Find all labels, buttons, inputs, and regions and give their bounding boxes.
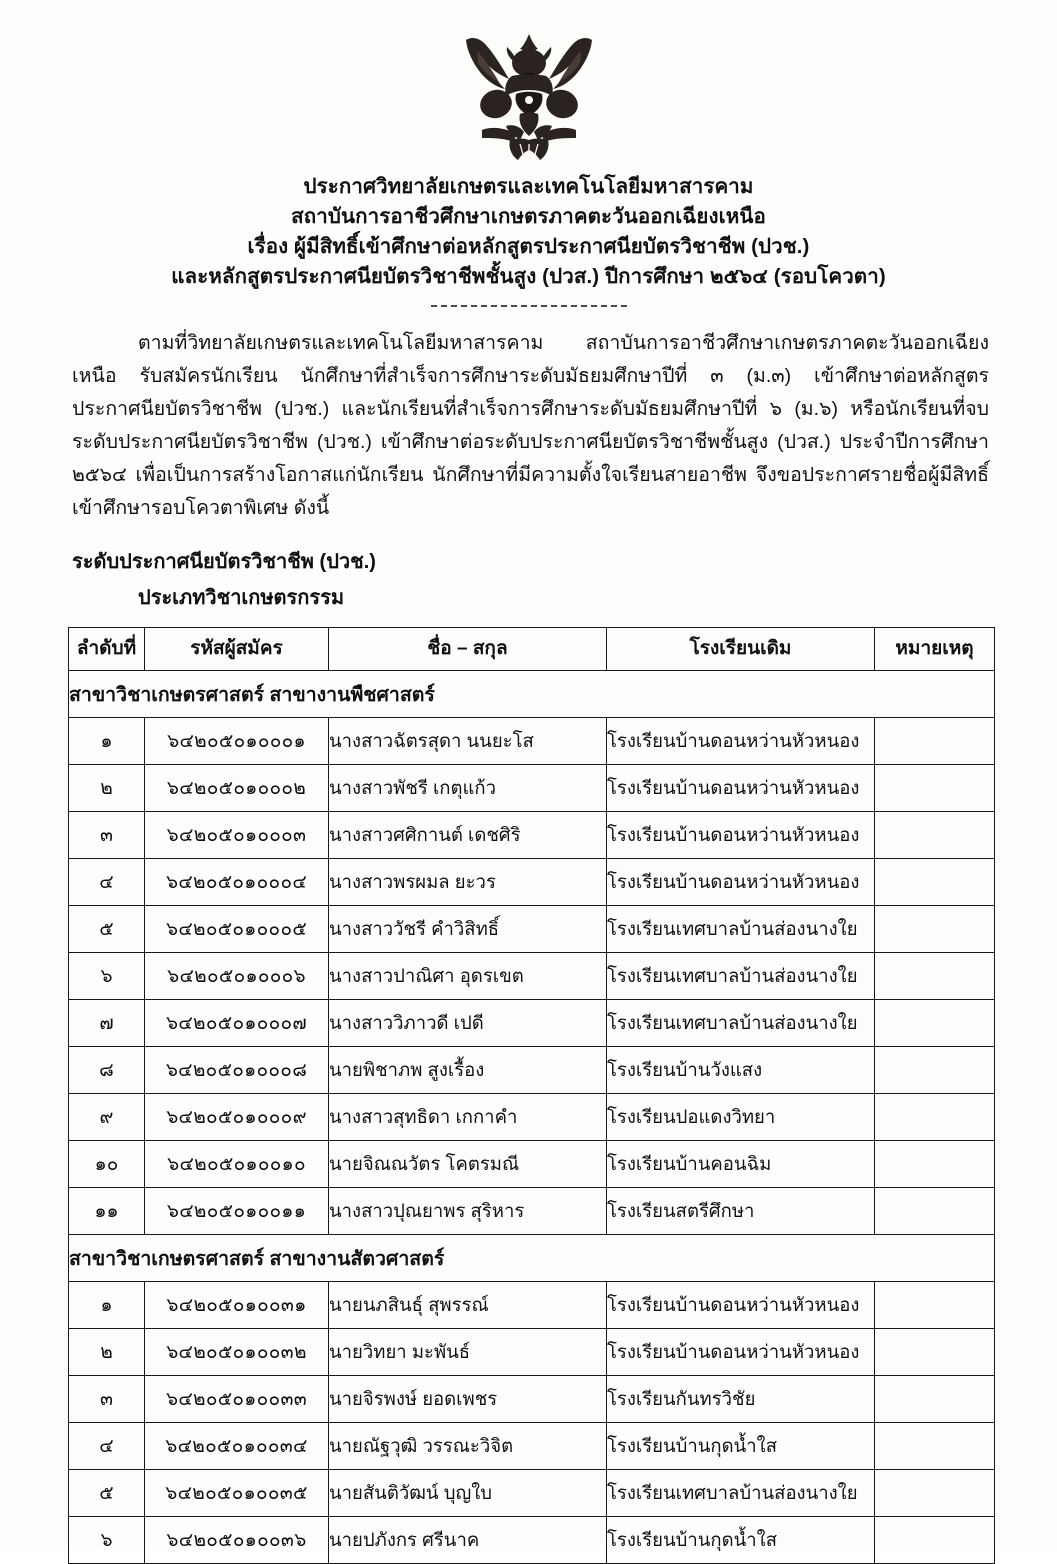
emblem-container <box>0 0 1057 166</box>
cell-order-number: ๑๑ <box>69 1188 145 1235</box>
cell-order-number: ๒ <box>69 1329 145 1376</box>
table-group-row <box>69 1235 995 1282</box>
table-header <box>69 628 995 671</box>
table-row <box>69 859 995 906</box>
cell-previous-school: โรงเรียนบ้านดอนหว่านหัวหนอง <box>607 859 875 906</box>
cell-order-number: ๖ <box>69 1517 145 1564</box>
table-row <box>69 1141 995 1188</box>
cell-remark <box>875 906 995 953</box>
cell-applicant-code: ๖๔๒๐๕๐๑๐๐๓๑ <box>145 1282 329 1329</box>
cell-remark <box>875 765 995 812</box>
cell-order-number: ๙ <box>69 1094 145 1141</box>
table-row <box>69 1188 995 1235</box>
cell-previous-school: โรงเรียนบ้านวังแสง <box>607 1047 875 1094</box>
cell-full-name: นายปภังกร ศรีนาค <box>329 1517 607 1564</box>
cell-applicant-code: ๖๔๒๐๕๐๑๐๐๓๔ <box>145 1423 329 1470</box>
cell-order-number: ๓ <box>69 1376 145 1423</box>
cell-applicant-code: ๖๔๒๐๕๐๑๐๐๓๓ <box>145 1376 329 1423</box>
cell-order-number: ๓ <box>69 812 145 859</box>
table-row <box>69 1470 995 1517</box>
cell-remark <box>875 1000 995 1047</box>
cell-applicant-code: ๖๔๒๐๕๐๑๐๐๓๖ <box>145 1517 329 1564</box>
cell-full-name: นายจิณณวัตร โคตรมณี <box>329 1141 607 1188</box>
cell-applicant-code: ๖๔๒๐๕๐๑๐๐๑๑ <box>145 1188 329 1235</box>
body-paragraph-text: ตามที่วิทยาลัยเกษตรและเทคโนโลยีมหาสารคาม สถาบันการอาชีวศึกษาเกษตรภาคตะวันออกเฉียงเหนือ รับสมัครนักเรียน นักศึกษาที่สำเร็จการศึกษาระดับมัธยมศึกษาปีที่ ๓ (ม.๓) เข้าศึกษาต่อหลักสูตรประกาศนียบัตรวิชาชีพ (ปวช.) และนักเรียนที่สำเร็จการศึกษาระดับมัธยมศึกษาปีที่ ๖ (ม.๖) หรือนักเรียนที่จบระดับประกาศนียบัตรวิชาชีพ (ปวช.) เข้าศึกษาต่อระดับประกาศนียบัตรวิชาชีพชั้นสูง (ปวส.) ประจำปีการศึกษา ๒๕๖๔ เพื่อเป็นการสร้างโอกาสแก่นักเรียน นักศึกษาที่มีความตั้งใจเรียนสายอาชีพ จึงขอประกาศรายชื่อผู้มีสิทธิ์เข้าศึกษารอบโควตาพิเศษ ดังนี้ <box>72 332 989 519</box>
table-row <box>69 1094 995 1141</box>
cell-full-name: นายพิชาภพ สูงเรื้อง <box>329 1047 607 1094</box>
cell-previous-school: โรงเรียนบ้านกุดน้ำใส <box>607 1517 875 1564</box>
heading-line-4: และหลักสูตรประกาศนียบัตรวิชาชีพชั้นสูง (ปวส.) ปีการศึกษา ๒๕๖๔ (รอบโควตา) <box>171 265 886 288</box>
cell-previous-school: โรงเรียนบ้านกุดน้ำใส <box>607 1423 875 1470</box>
table-body <box>69 671 995 1564</box>
cell-remark <box>875 953 995 1000</box>
cell-full-name: นางสาวปาณิศา อุดรเขต <box>329 953 607 1000</box>
body-paragraph <box>72 327 989 525</box>
cell-applicant-code: ๖๔๒๐๕๐๑๐๐๓๒ <box>145 1329 329 1376</box>
cell-applicant-code: ๖๔๒๐๕๐๑๐๐๐๕ <box>145 906 329 953</box>
cell-order-number: ๑ <box>69 718 145 765</box>
cell-full-name: นายจิรพงษ์ ยอดเพชร <box>329 1376 607 1423</box>
cell-remark <box>875 1470 995 1517</box>
cell-full-name: นางสาววัชรี คำวิสิทธิ์ <box>329 906 607 953</box>
cell-previous-school: โรงเรียนเทศบาลบ้านส่องนางใย <box>607 1000 875 1047</box>
cell-applicant-code: ๖๔๒๐๕๐๑๐๐๐๗ <box>145 1000 329 1047</box>
cell-remark <box>875 1376 995 1423</box>
group-title: สาขาวิชาเกษตรศาสตร์ สาขางานสัตวศาสตร์ <box>69 1235 995 1282</box>
type-heading: ประเภทวิชาเกษตรกรรม <box>138 587 345 609</box>
cell-remark <box>875 1282 995 1329</box>
cell-previous-school: โรงเรียนเทศบาลบ้านส่องนางใย <box>607 906 875 953</box>
cell-order-number: ๖ <box>69 953 145 1000</box>
cell-full-name: นายวิทยา มะพันธ์ <box>329 1329 607 1376</box>
table-group-row <box>69 671 995 718</box>
cell-applicant-code: ๖๔๒๐๕๐๑๐๐๐๒ <box>145 765 329 812</box>
cell-order-number: ๕ <box>69 1470 145 1517</box>
cell-remark <box>875 1423 995 1470</box>
cell-previous-school: โรงเรียนบ้านคอนฉิม <box>607 1141 875 1188</box>
cell-full-name: นายนภสินธ์ุ สุพรรณ์ <box>329 1282 607 1329</box>
cell-previous-school: โรงเรียนบ้านดอนหว่านหัวหนอง <box>607 1282 875 1329</box>
cell-full-name: นางสาวพรผมล ยะวร <box>329 859 607 906</box>
column-header-no: ลำดับที่ <box>69 628 145 671</box>
cell-order-number: ๗ <box>69 1000 145 1047</box>
cell-order-number: ๑ <box>69 1282 145 1329</box>
table-row <box>69 1000 995 1047</box>
table-row <box>69 1517 995 1564</box>
table-row <box>69 718 995 765</box>
cell-order-number: ๒ <box>69 765 145 812</box>
cell-applicant-code: ๖๔๒๐๕๐๑๐๐๐๙ <box>145 1094 329 1141</box>
group-title: สาขาวิชาเกษตรศาสตร์ สาขางานพืชศาสตร์ <box>69 671 995 718</box>
cell-remark <box>875 1047 995 1094</box>
roster-table-container <box>68 627 995 1564</box>
cell-order-number: ๔ <box>69 1423 145 1470</box>
cell-full-name: นางสาวฉัตรสุดา นนยะโส <box>329 718 607 765</box>
level-heading: ระดับประกาศนียบัตรวิชาชีพ (ปวช.) <box>72 551 376 573</box>
cell-previous-school: โรงเรียนสตรีศึกษา <box>607 1188 875 1235</box>
cell-applicant-code: ๖๔๒๐๕๐๑๐๐๐๖ <box>145 953 329 1000</box>
cell-remark <box>875 1517 995 1564</box>
cell-applicant-code: ๖๔๒๐๕๐๑๐๐๓๕ <box>145 1470 329 1517</box>
table-row <box>69 906 995 953</box>
column-header-note: หมายเหตุ <box>875 628 995 671</box>
cell-previous-school: โรงเรียนกันทรวิชัย <box>607 1376 875 1423</box>
document-heading <box>0 172 1057 307</box>
garuda-emblem <box>454 18 604 166</box>
column-header-name: ชื่อ – สกุล <box>329 628 607 671</box>
column-header-school: โรงเรียนเดิม <box>607 628 875 671</box>
cell-previous-school: โรงเรียนเทศบาลบ้านส่องนางใย <box>607 953 875 1000</box>
heading-line-3: เรื่อง ผู้มีสิทธิ์เข้าศึกษาต่อหลักสูตรประกาศนียบัตรวิชาชีพ (ปวช.) <box>247 235 810 258</box>
heading-line-2: สถาบันการอาชีวศึกษาเกษตรภาคตะวันออกเฉียงเหนือ <box>291 205 766 228</box>
cell-remark <box>875 1188 995 1235</box>
cell-applicant-code: ๖๔๒๐๕๐๑๐๐๐๑ <box>145 718 329 765</box>
cell-remark <box>875 718 995 765</box>
table-row <box>69 1047 995 1094</box>
table-row <box>69 1376 995 1423</box>
table-row <box>69 953 995 1000</box>
roster-table <box>68 627 995 1564</box>
table-row <box>69 1423 995 1470</box>
table-row <box>69 812 995 859</box>
cell-full-name: นางสาวสุทธิดา เกกาคำ <box>329 1094 607 1141</box>
table-row <box>69 765 995 812</box>
column-header-code: รหัสผู้สมัคร <box>145 628 329 671</box>
table-header-row <box>69 628 995 671</box>
cell-remark <box>875 859 995 906</box>
cell-full-name: นางสาวปุณยาพร สุริหาร <box>329 1188 607 1235</box>
cell-previous-school: โรงเรียนบ้านดอนหว่านหัวหนอง <box>607 765 875 812</box>
cell-full-name: นายสันติวัฒน์ บุญใบ <box>329 1470 607 1517</box>
cell-remark <box>875 1094 995 1141</box>
cell-full-name: นายณัฐวุฒิ วรรณะวิจิต <box>329 1423 607 1470</box>
cell-previous-school: โรงเรียนบ้านดอนหว่านหัวหนอง <box>607 718 875 765</box>
cell-order-number: ๑๐ <box>69 1141 145 1188</box>
cell-remark <box>875 1329 995 1376</box>
cell-remark <box>875 1141 995 1188</box>
cell-applicant-code: ๖๔๒๐๕๐๑๐๐๑๐ <box>145 1141 329 1188</box>
cell-applicant-code: ๖๔๒๐๕๐๑๐๐๐๘ <box>145 1047 329 1094</box>
cell-applicant-code: ๖๔๒๐๕๐๑๐๐๐๔ <box>145 859 329 906</box>
cell-order-number: ๔ <box>69 859 145 906</box>
cell-remark <box>875 812 995 859</box>
cell-applicant-code: ๖๔๒๐๕๐๑๐๐๐๓ <box>145 812 329 859</box>
cell-full-name: นางสาววิภาวดี เปดี <box>329 1000 607 1047</box>
cell-full-name: นางสาวศศิกานต์ เดชศิริ <box>329 812 607 859</box>
cell-previous-school: โรงเรียนเทศบาลบ้านส่องนางใย <box>607 1470 875 1517</box>
cell-order-number: ๕ <box>69 906 145 953</box>
heading-line-1: ประกาศวิทยาลัยเกษตรและเทคโนโลยีมหาสารคาม <box>303 175 754 198</box>
cell-previous-school: โรงเรียนบ้านดอนหว่านหัวหนอง <box>607 1329 875 1376</box>
table-row <box>69 1282 995 1329</box>
cell-order-number: ๘ <box>69 1047 145 1094</box>
heading-divider <box>431 305 627 307</box>
cell-full-name: นางสาวพัชรี เกตุแก้ว <box>329 765 607 812</box>
table-row <box>69 1329 995 1376</box>
cell-previous-school: โรงเรียนปอแดงวิทยา <box>607 1094 875 1141</box>
cell-previous-school: โรงเรียนบ้านดอนหว่านหัวหนอง <box>607 812 875 859</box>
